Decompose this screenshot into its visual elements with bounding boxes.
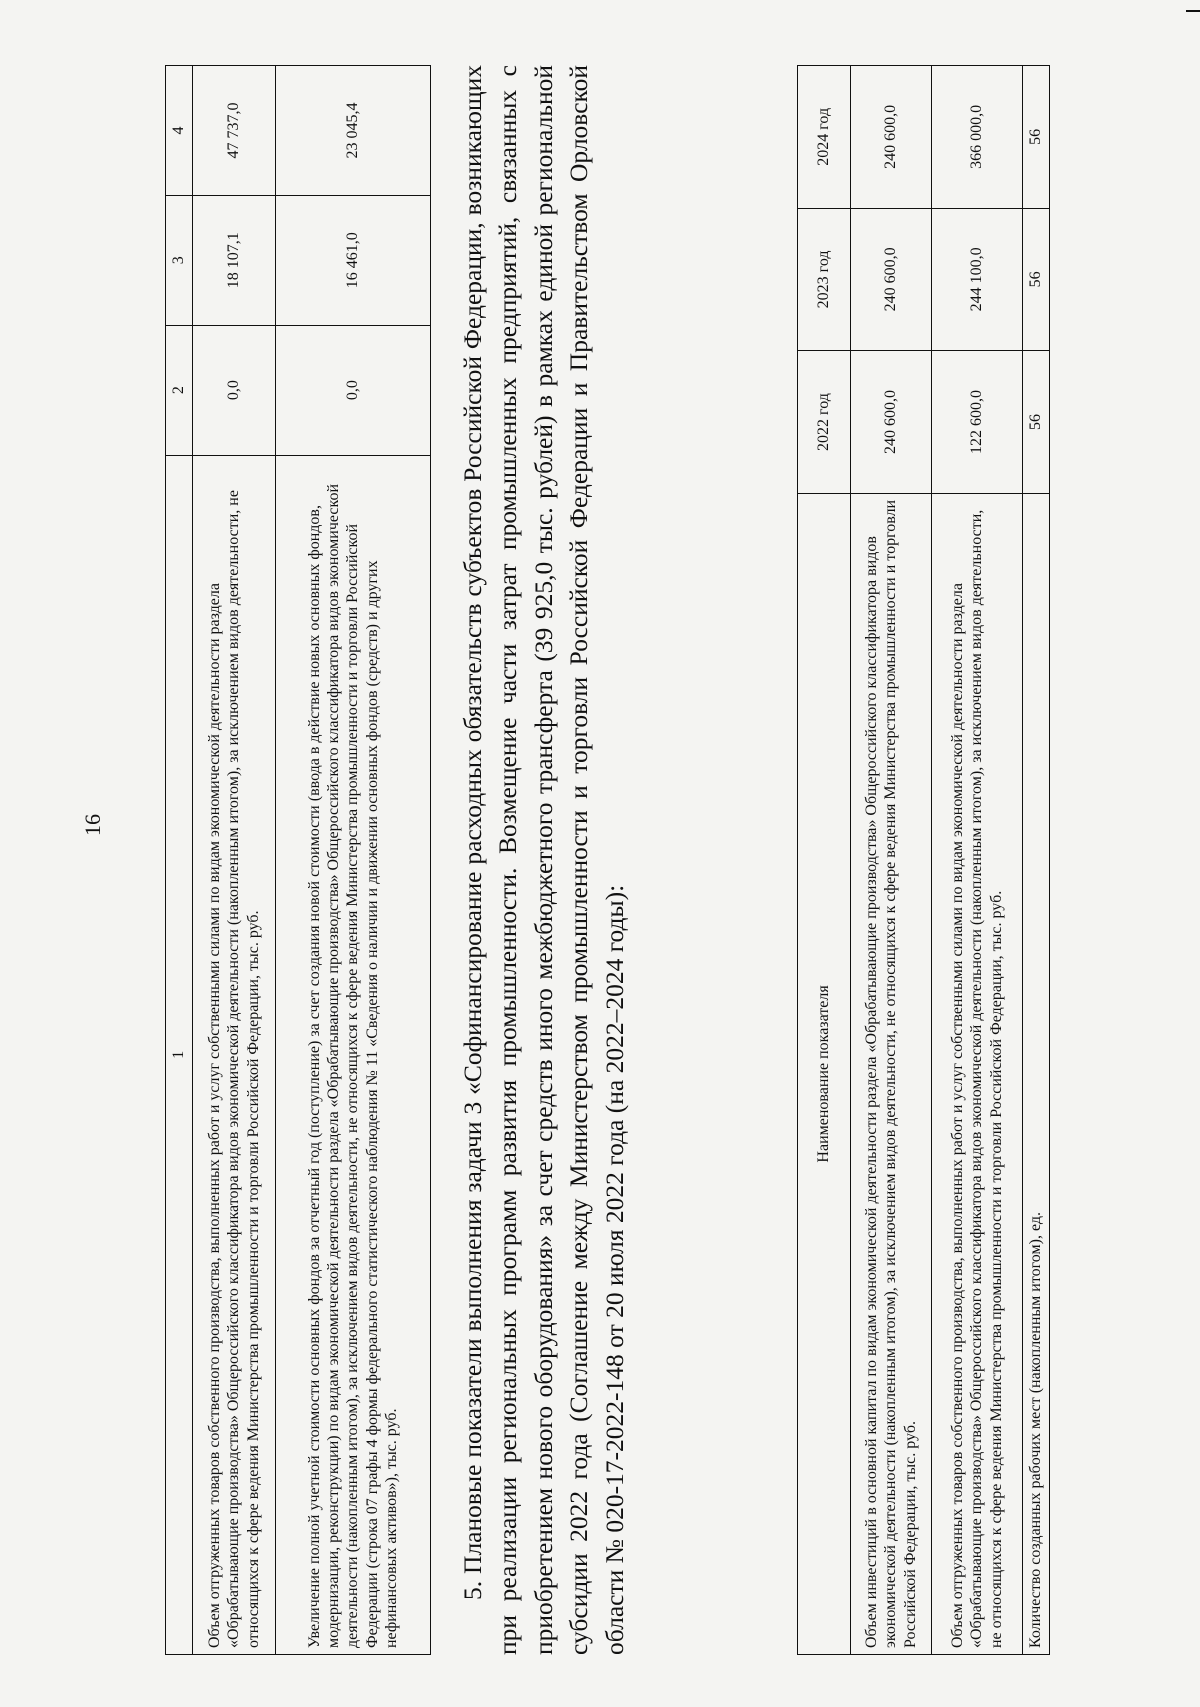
table-header-row — [798, 66, 851, 1655]
indicator-name: Объем отгруженных товаров собственного производства, выполненных работ и услуг собственными силами по видам экономической деятельности раздела «Обрабатывающие производства» Общероссийского классификатора видов экономической деятельности (накопленным итогом), за исключением видов деятельности, не относящихся к сфере ведения Министерства промышленности и торговли Российской Федерации, тыс. руб. — [932, 493, 1023, 1654]
indicator-value: 0,0 — [193, 325, 276, 455]
indicator-value: 240 600,0 — [851, 208, 932, 351]
indicator-value: 244 100,0 — [932, 208, 1023, 351]
indicator-name: Увеличение полной учетной стоимости основных фондов за отчетный год (поступление) за счет создания новой стоимости (ввода в действие новых основных фондов, модернизации, реконструкции) по видам экономической деятельности раздела «Обрабатывающие производства» Общероссийского классификатора видов экономической деятельности (накопленным итогом), за исключением видов деятельности, не относящихся к сфере ведения Министерства промышленности и торговли Российской Федерации (строка 07 графы 4 формы федерального статистического наблюдения № 11 «Сведения о наличии и движении основных фондов (средств) и других нефинансовых активов»), тыс. руб. — [276, 455, 431, 1654]
column-header: 2024 год — [798, 66, 851, 209]
indicator-value: 16 461,0 — [276, 195, 431, 325]
indicator-value: 56 — [1023, 208, 1050, 351]
column-header: 3 — [166, 195, 193, 325]
table-header-row — [166, 66, 193, 1655]
indicator-value: 366 000,0 — [932, 66, 1023, 209]
table-row — [851, 66, 932, 1655]
column-header: 1 — [166, 455, 193, 1654]
indicator-value: 47 737,0 — [193, 66, 276, 196]
rotated-page-content — [165, 65, 1045, 1655]
indicator-value: 56 — [1023, 66, 1050, 209]
section-5-paragraph — [455, 65, 632, 1655]
column-header: 2022 год — [798, 351, 851, 494]
table-row — [276, 66, 431, 1655]
table-row — [932, 66, 1023, 1655]
table-row — [1023, 66, 1050, 1655]
indicator-value: 122 600,0 — [932, 351, 1023, 494]
column-header: 2 — [166, 325, 193, 455]
table-row — [193, 66, 276, 1655]
paragraph-text: 5. Плановые показатели выполнения задачи 3 «Софинансирование расходных обязательств субъектов Российской Федерации, возникающих при реализации региональных программ развития промышленности. Возмещение части затрат промышленных предприятий, связанных с приобретением нового оборудования» за счет средств иного межбюджетного трансферта (39 925,0 тыс. рублей) в рамках единой региональной субсидии 2022 года (Соглашение между Министерством промышленности и торговли Российской Федерации и Правительством Орловской области № 020-17-2022-148 от 20 июля 2022 года (на 2022–2024 годы): — [458, 65, 629, 1655]
indicator-value: 0,0 — [276, 325, 431, 455]
indicators-table-continued — [165, 65, 431, 1655]
indicator-value: 240 600,0 — [851, 66, 932, 209]
column-header: 4 — [166, 66, 193, 196]
planned-indicators-table — [797, 65, 1050, 1655]
indicator-value: 23 045,4 — [276, 66, 431, 196]
column-header: 2023 год — [798, 208, 851, 351]
indicator-name: Объем отгруженных товаров собственного производства, выполненных работ и услуг собственными силами по видам экономической деятельности раздела «Обрабатывающие производства» Общероссийского классификатора видов экономической деятельности (накопленным итогом), за исключением видов деятельности, не относящихся к сфере ведения Министерства промышленности и торговли Российской Федерации, тыс. руб. — [193, 455, 276, 1654]
page-number: 16 — [80, 814, 105, 836]
edge-mark — [1186, 10, 1200, 12]
indicator-value: 240 600,0 — [851, 351, 932, 494]
indicator-value: 18 107,1 — [193, 195, 276, 325]
indicator-name: Объем инвестиций в основной капитал по видам экономической деятельности раздела «Обрабатывающие производства» Общероссийского классификатора видов экономической деятельности (накопленным итогом), за исключением видов деятельности, не относящихся к сфере ведения Министерства промышленности и торговли Российской Федерации, тыс. руб. — [851, 493, 932, 1654]
column-header: Наименование показателя — [798, 493, 851, 1654]
indicator-name: Количество созданных рабочих мест (накопленным итогом), ед. — [1023, 493, 1050, 1654]
indicator-value: 56 — [1023, 351, 1050, 494]
